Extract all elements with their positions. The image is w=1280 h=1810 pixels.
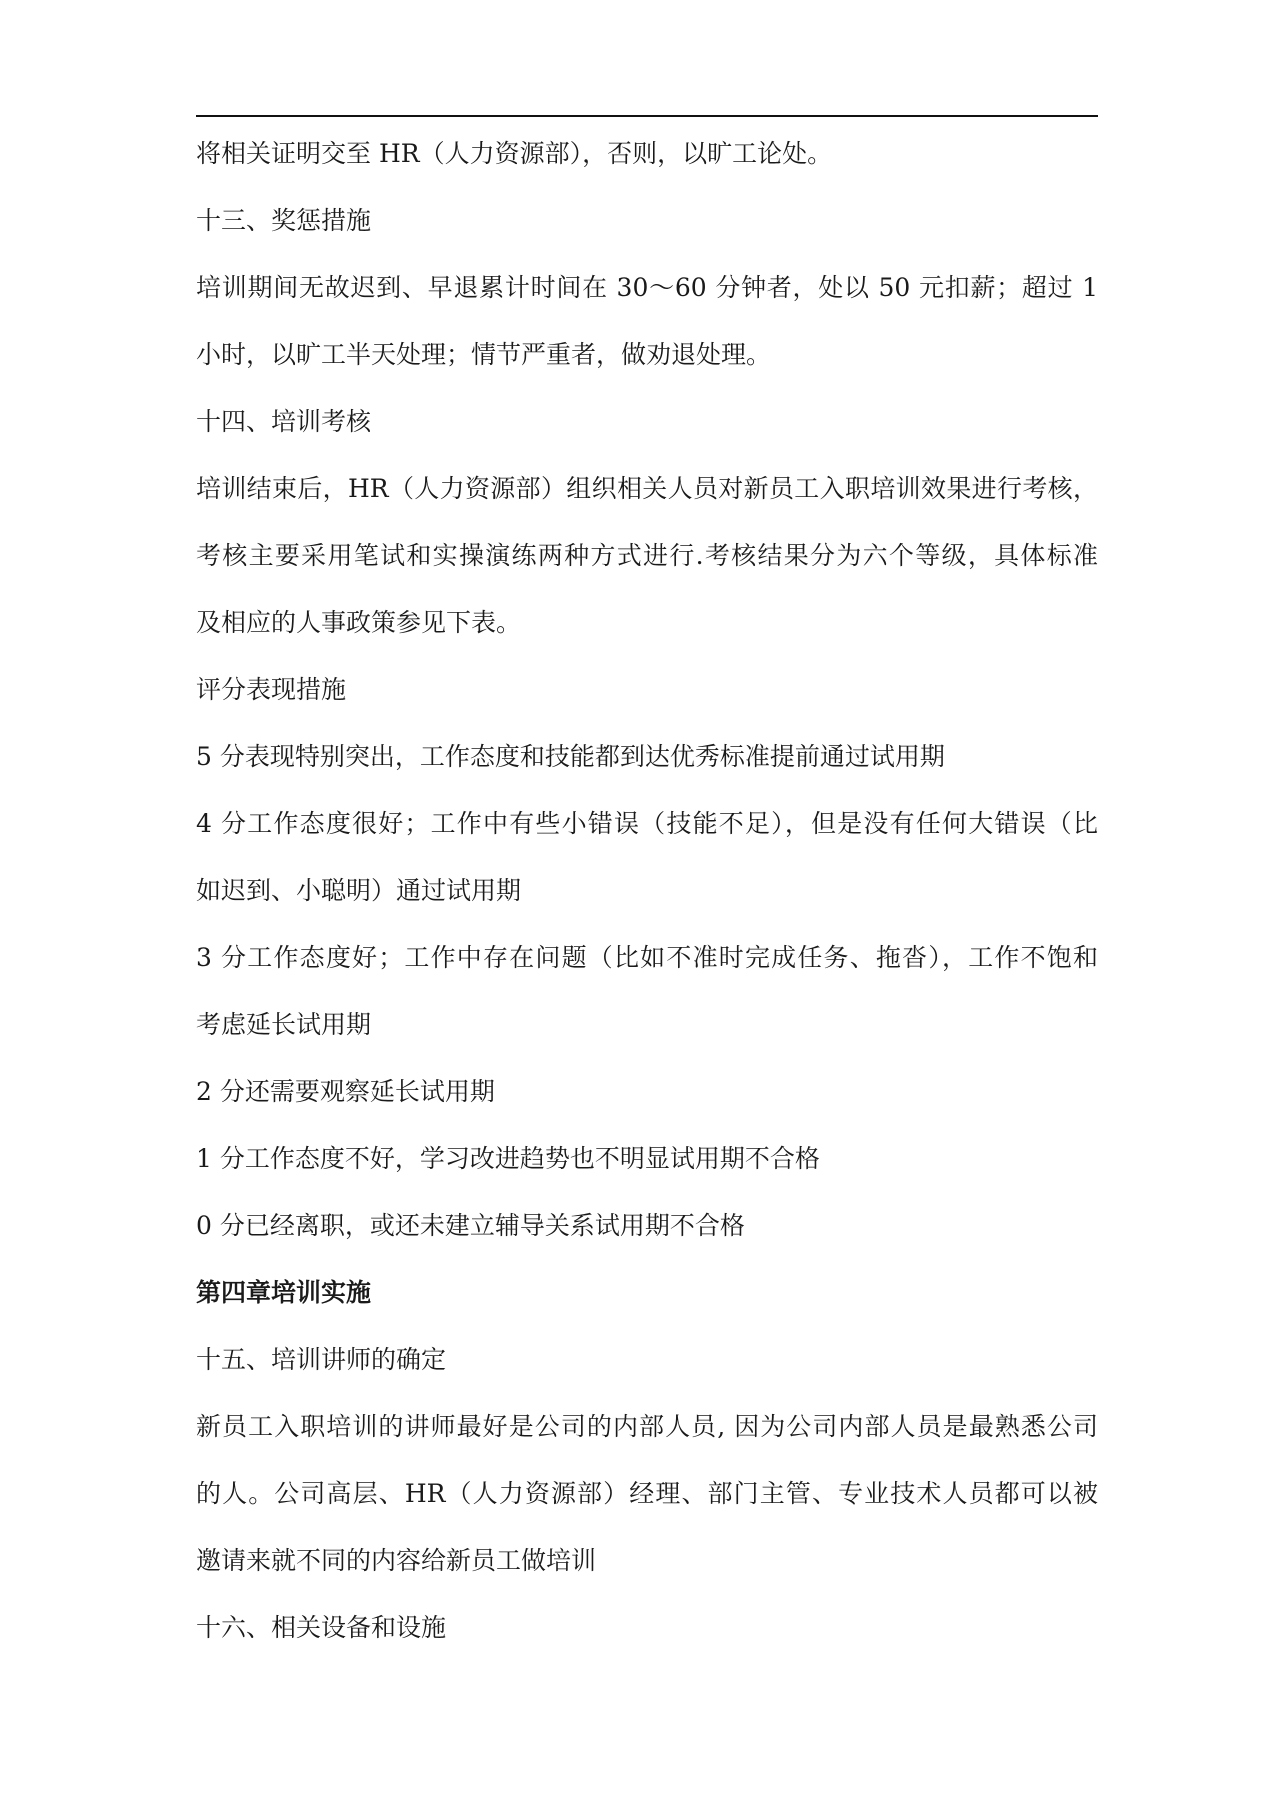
score-line-2: 2 分还需要观察延长试用期 — [196, 1077, 495, 1106]
paragraph-line: 培训结束后，HR（人力资源部）组织相关人员对新员工入职培训效果进行考核， — [196, 474, 1098, 503]
score-line-1: 1 分工作态度不好，学习改进趋势也不明显试用期不合格 — [196, 1144, 820, 1173]
paragraph-line: 的人。公司高层、HR（人力资源部）经理、部门主管、专业技术人员都可以被 — [196, 1479, 1098, 1508]
paragraph-line: 培训期间无故迟到、早退累计时间在 30～60 分钟者，处以 50 元扣薪；超过 1 — [196, 273, 1098, 302]
score-line-3: 3 分工作态度好；工作中存在问题（比如不准时完成任务、拖沓），工作不饱和 — [196, 943, 1098, 972]
paragraph-line: 及相应的人事政策参见下表。 — [196, 608, 522, 637]
paragraph-line: 新员工入职培训的讲师最好是公司的内部人员, 因为公司内部人员是最熟悉公司 — [196, 1412, 1098, 1441]
header-rule — [196, 115, 1098, 117]
score-line-4: 4 分工作态度很好；工作中有些小错误（技能不足），但是没有任何大错误（比 — [196, 809, 1098, 838]
section-heading: 十三、奖惩措施 — [196, 206, 372, 235]
score-line-0: 0 分已经离职，或还未建立辅导关系试用期不合格 — [196, 1211, 745, 1240]
score-line-5: 5 分表现特别突出，工作态度和技能都到达优秀标准提前通过试用期 — [196, 742, 945, 771]
document-body — [196, 128, 1098, 1669]
section-heading: 十四、培训考核 — [196, 407, 372, 436]
score-line-3-cont: 考虑延长试用期 — [196, 1010, 372, 1039]
section-heading: 十六、相关设备和设施 — [196, 1613, 447, 1642]
paragraph-line: 小时，以旷工半天处理；情节严重者，做劝退处理。 — [196, 340, 772, 369]
paragraph-line: 邀请来就不同的内容给新员工做培训 — [196, 1546, 597, 1575]
score-line-4-cont: 如迟到、小聪明）通过试用期 — [196, 876, 522, 905]
section-heading: 十五、培训讲师的确定 — [196, 1345, 447, 1374]
paragraph-line: 将相关证明交至 HR（人力资源部），否则，以旷工论处。 — [196, 139, 833, 168]
chapter-heading: 第四章培训实施 — [196, 1278, 372, 1307]
paragraph-line: 考核主要采用笔试和实操演练两种方式进行.考核结果分为六个等级，具体标准 — [196, 541, 1098, 570]
table-header-line: 评分表现措施 — [196, 675, 347, 704]
